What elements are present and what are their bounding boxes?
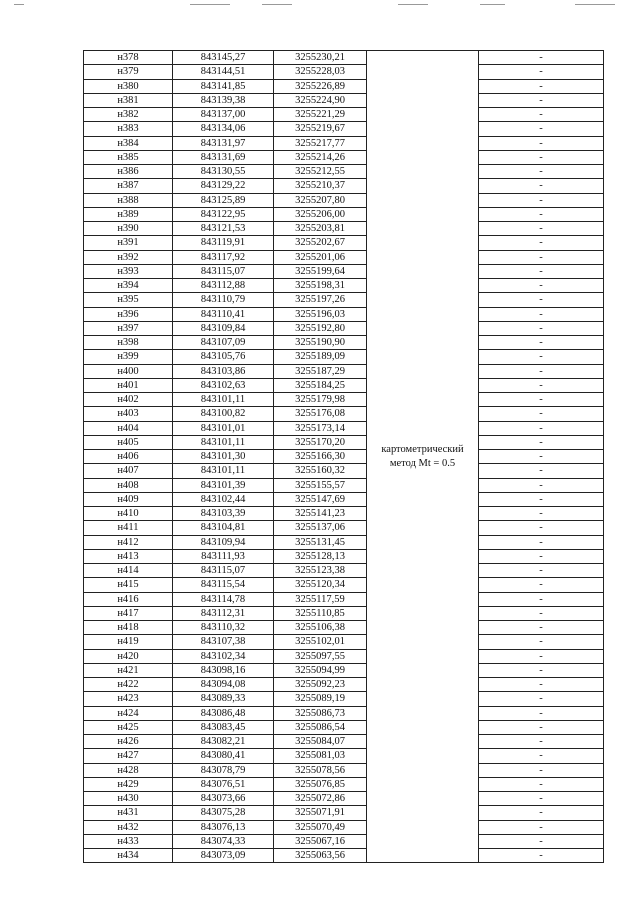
y-coordinate-cell: 3255221,29 <box>274 108 367 122</box>
x-coordinate-cell: 843112,31 <box>173 606 274 620</box>
point-id-cell: н409 <box>84 492 173 506</box>
table-row <box>84 606 604 620</box>
x-coordinate-cell: 843134,06 <box>173 122 274 136</box>
point-id-cell: н408 <box>84 478 173 492</box>
point-id-cell: н378 <box>84 51 173 65</box>
y-coordinate-cell: 3255210,37 <box>274 179 367 193</box>
y-coordinate-cell: 3255086,73 <box>274 706 367 720</box>
y-coordinate-cell: 3255131,45 <box>274 535 367 549</box>
y-coordinate-cell: 3255230,21 <box>274 51 367 65</box>
table-row <box>84 293 604 307</box>
x-coordinate-cell: 843119,91 <box>173 236 274 250</box>
x-coordinate-cell: 843073,66 <box>173 792 274 806</box>
point-id-cell: н431 <box>84 806 173 820</box>
table-row <box>84 350 604 364</box>
point-id-cell: н433 <box>84 834 173 848</box>
x-coordinate-cell: 843100,82 <box>173 407 274 421</box>
dash-cell: - <box>479 492 604 506</box>
x-coordinate-cell: 843131,97 <box>173 136 274 150</box>
point-id-cell: н389 <box>84 207 173 221</box>
coordinates-table-container <box>83 50 602 863</box>
dash-cell: - <box>479 207 604 221</box>
x-coordinate-cell: 843102,34 <box>173 649 274 663</box>
point-id-cell: н434 <box>84 849 173 863</box>
dash-cell: - <box>479 378 604 392</box>
y-coordinate-cell: 3255217,77 <box>274 136 367 150</box>
y-coordinate-cell: 3255179,98 <box>274 393 367 407</box>
x-coordinate-cell: 843145,27 <box>173 51 274 65</box>
y-coordinate-cell: 3255199,64 <box>274 264 367 278</box>
y-coordinate-cell: 3255206,00 <box>274 207 367 221</box>
dash-cell: - <box>479 663 604 677</box>
point-id-cell: н406 <box>84 450 173 464</box>
x-coordinate-cell: 843101,30 <box>173 450 274 464</box>
table-row <box>84 735 604 749</box>
point-id-cell: н394 <box>84 279 173 293</box>
y-coordinate-cell: 3255226,89 <box>274 79 367 93</box>
x-coordinate-cell: 843101,01 <box>173 421 274 435</box>
x-coordinate-cell: 843110,79 <box>173 293 274 307</box>
table-row <box>84 407 604 421</box>
table-row <box>84 378 604 392</box>
y-coordinate-cell: 3255094,99 <box>274 663 367 677</box>
point-id-cell: н387 <box>84 179 173 193</box>
y-coordinate-cell: 3255214,26 <box>274 150 367 164</box>
point-id-cell: н415 <box>84 578 173 592</box>
x-coordinate-cell: 843089,33 <box>173 692 274 706</box>
table-row <box>84 279 604 293</box>
y-coordinate-cell: 3255166,30 <box>274 450 367 464</box>
point-id-cell: н420 <box>84 649 173 663</box>
table-row <box>84 834 604 848</box>
y-coordinate-cell: 3255084,07 <box>274 735 367 749</box>
x-coordinate-cell: 843082,21 <box>173 735 274 749</box>
point-id-cell: н407 <box>84 464 173 478</box>
table-row <box>84 649 604 663</box>
x-coordinate-cell: 843110,41 <box>173 307 274 321</box>
y-coordinate-cell: 3255063,56 <box>274 849 367 863</box>
table-row <box>84 507 604 521</box>
y-coordinate-cell: 3255184,25 <box>274 378 367 392</box>
y-coordinate-cell: 3255212,55 <box>274 165 367 179</box>
y-coordinate-cell: 3255224,90 <box>274 93 367 107</box>
table-row <box>84 122 604 136</box>
x-coordinate-cell: 843114,78 <box>173 592 274 606</box>
dash-cell: - <box>479 435 604 449</box>
point-id-cell: н405 <box>84 435 173 449</box>
x-coordinate-cell: 843137,00 <box>173 108 274 122</box>
dash-cell: - <box>479 136 604 150</box>
point-id-cell: н426 <box>84 735 173 749</box>
point-id-cell: н402 <box>84 393 173 407</box>
point-id-cell: н393 <box>84 264 173 278</box>
dash-cell: - <box>479 65 604 79</box>
point-id-cell: н416 <box>84 592 173 606</box>
table-row <box>84 749 604 763</box>
y-coordinate-cell: 3255198,31 <box>274 279 367 293</box>
dash-cell: - <box>479 521 604 535</box>
x-coordinate-cell: 843101,11 <box>173 464 274 478</box>
method-line-1: картометрический <box>381 443 464 455</box>
point-id-cell: н401 <box>84 378 173 392</box>
x-coordinate-cell: 843115,54 <box>173 578 274 592</box>
y-coordinate-cell: 3255092,23 <box>274 678 367 692</box>
table-row <box>84 564 604 578</box>
dash-cell: - <box>479 236 604 250</box>
y-coordinate-cell: 3255128,13 <box>274 549 367 563</box>
dash-cell: - <box>479 122 604 136</box>
table-row <box>84 193 604 207</box>
dash-cell: - <box>479 649 604 663</box>
table-row <box>84 207 604 221</box>
point-id-cell: н413 <box>84 549 173 563</box>
coordinates-table <box>83 50 604 863</box>
point-id-cell: н399 <box>84 350 173 364</box>
dash-cell: - <box>479 706 604 720</box>
dash-cell: - <box>479 421 604 435</box>
x-coordinate-cell: 843115,07 <box>173 264 274 278</box>
dash-cell: - <box>479 507 604 521</box>
y-coordinate-cell: 3255071,91 <box>274 806 367 820</box>
table-row <box>84 792 604 806</box>
table-row <box>84 65 604 79</box>
dash-cell: - <box>479 350 604 364</box>
x-coordinate-cell: 843083,45 <box>173 720 274 734</box>
y-coordinate-cell: 3255072,86 <box>274 792 367 806</box>
point-id-cell: н404 <box>84 421 173 435</box>
x-coordinate-cell: 843086,48 <box>173 706 274 720</box>
dash-cell: - <box>479 179 604 193</box>
table-row <box>84 150 604 164</box>
y-coordinate-cell: 3255187,29 <box>274 364 367 378</box>
point-id-cell: н427 <box>84 749 173 763</box>
x-coordinate-cell: 843109,84 <box>173 321 274 335</box>
coordinates-table-body <box>84 51 604 863</box>
table-row <box>84 236 604 250</box>
dash-cell: - <box>479 264 604 278</box>
y-coordinate-cell: 3255078,56 <box>274 763 367 777</box>
x-coordinate-cell: 843101,11 <box>173 393 274 407</box>
dash-cell: - <box>479 535 604 549</box>
dash-cell: - <box>479 678 604 692</box>
table-row <box>84 222 604 236</box>
y-coordinate-cell: 3255123,38 <box>274 564 367 578</box>
table-row <box>84 435 604 449</box>
table-row <box>84 79 604 93</box>
point-id-cell: н382 <box>84 108 173 122</box>
x-coordinate-cell: 843109,94 <box>173 535 274 549</box>
point-id-cell: н395 <box>84 293 173 307</box>
x-coordinate-cell: 843102,63 <box>173 378 274 392</box>
y-coordinate-cell: 3255120,34 <box>274 578 367 592</box>
point-id-cell: н419 <box>84 635 173 649</box>
y-coordinate-cell: 3255137,06 <box>274 521 367 535</box>
y-coordinate-cell: 3255202,67 <box>274 236 367 250</box>
y-coordinate-cell: 3255197,26 <box>274 293 367 307</box>
table-row <box>84 421 604 435</box>
point-id-cell: н396 <box>84 307 173 321</box>
dash-cell: - <box>479 777 604 791</box>
x-coordinate-cell: 843103,39 <box>173 507 274 521</box>
point-id-cell: н418 <box>84 621 173 635</box>
dash-cell: - <box>479 51 604 65</box>
point-id-cell: н381 <box>84 93 173 107</box>
point-id-cell: н386 <box>84 165 173 179</box>
table-row <box>84 165 604 179</box>
x-coordinate-cell: 843121,53 <box>173 222 274 236</box>
table-row <box>84 393 604 407</box>
dash-cell: - <box>479 321 604 335</box>
y-coordinate-cell: 3255070,49 <box>274 820 367 834</box>
table-row <box>84 535 604 549</box>
point-id-cell: н385 <box>84 150 173 164</box>
table-row <box>84 478 604 492</box>
x-coordinate-cell: 843105,76 <box>173 350 274 364</box>
point-id-cell: н398 <box>84 336 173 350</box>
dash-cell: - <box>479 93 604 107</box>
table-row <box>84 720 604 734</box>
dash-cell: - <box>479 806 604 820</box>
x-coordinate-cell: 843130,55 <box>173 165 274 179</box>
x-coordinate-cell: 843076,51 <box>173 777 274 791</box>
x-coordinate-cell: 843075,28 <box>173 806 274 820</box>
dash-cell: - <box>479 193 604 207</box>
y-coordinate-cell: 3255089,19 <box>274 692 367 706</box>
x-coordinate-cell: 843094,08 <box>173 678 274 692</box>
point-id-cell: н414 <box>84 564 173 578</box>
y-coordinate-cell: 3255147,69 <box>274 492 367 506</box>
dash-cell: - <box>479 549 604 563</box>
y-coordinate-cell: 3255207,80 <box>274 193 367 207</box>
dash-cell: - <box>479 307 604 321</box>
table-row <box>84 663 604 677</box>
y-coordinate-cell: 3255190,90 <box>274 336 367 350</box>
table-row <box>84 678 604 692</box>
x-coordinate-cell: 843139,38 <box>173 93 274 107</box>
x-coordinate-cell: 843110,32 <box>173 621 274 635</box>
x-coordinate-cell: 843129,22 <box>173 179 274 193</box>
dash-cell: - <box>479 364 604 378</box>
y-coordinate-cell: 3255203,81 <box>274 222 367 236</box>
table-row <box>84 364 604 378</box>
point-id-cell: н379 <box>84 65 173 79</box>
y-coordinate-cell: 3255192,80 <box>274 321 367 335</box>
dash-cell: - <box>479 150 604 164</box>
dash-cell: - <box>479 621 604 635</box>
table-row <box>84 592 604 606</box>
point-id-cell: н397 <box>84 321 173 335</box>
dash-cell: - <box>479 635 604 649</box>
dash-cell: - <box>479 792 604 806</box>
y-coordinate-cell: 3255081,03 <box>274 749 367 763</box>
dash-cell: - <box>479 692 604 706</box>
table-row <box>84 336 604 350</box>
point-id-cell: н390 <box>84 222 173 236</box>
table-row <box>84 706 604 720</box>
method-cell <box>367 51 479 863</box>
dash-cell: - <box>479 393 604 407</box>
table-row <box>84 264 604 278</box>
x-coordinate-cell: 843115,07 <box>173 564 274 578</box>
table-row <box>84 635 604 649</box>
x-coordinate-cell: 843080,41 <box>173 749 274 763</box>
y-coordinate-cell: 3255117,59 <box>274 592 367 606</box>
x-coordinate-cell: 843107,38 <box>173 635 274 649</box>
dash-cell: - <box>479 763 604 777</box>
point-id-cell: н430 <box>84 792 173 806</box>
table-row <box>84 307 604 321</box>
point-id-cell: н403 <box>84 407 173 421</box>
point-id-cell: н383 <box>84 122 173 136</box>
x-coordinate-cell: 843112,88 <box>173 279 274 293</box>
x-coordinate-cell: 843117,92 <box>173 250 274 264</box>
point-id-cell: н384 <box>84 136 173 150</box>
point-id-cell: н412 <box>84 535 173 549</box>
point-id-cell: н422 <box>84 678 173 692</box>
table-row <box>84 108 604 122</box>
dash-cell: - <box>479 720 604 734</box>
scan-artifacts <box>0 4 640 10</box>
x-coordinate-cell: 843076,13 <box>173 820 274 834</box>
table-row <box>84 777 604 791</box>
table-row <box>84 93 604 107</box>
x-coordinate-cell: 843103,86 <box>173 364 274 378</box>
table-row <box>84 464 604 478</box>
x-coordinate-cell: 843104,81 <box>173 521 274 535</box>
table-row <box>84 692 604 706</box>
y-coordinate-cell: 3255176,08 <box>274 407 367 421</box>
dash-cell: - <box>479 849 604 863</box>
y-coordinate-cell: 3255076,85 <box>274 777 367 791</box>
x-coordinate-cell: 843131,69 <box>173 150 274 164</box>
y-coordinate-cell: 3255201,06 <box>274 250 367 264</box>
y-coordinate-cell: 3255170,20 <box>274 435 367 449</box>
table-row <box>84 179 604 193</box>
table-row <box>84 549 604 563</box>
dash-cell: - <box>479 564 604 578</box>
point-id-cell: н411 <box>84 521 173 535</box>
dash-cell: - <box>479 464 604 478</box>
x-coordinate-cell: 843098,16 <box>173 663 274 677</box>
table-row <box>84 450 604 464</box>
point-id-cell: н424 <box>84 706 173 720</box>
dash-cell: - <box>479 79 604 93</box>
y-coordinate-cell: 3255189,09 <box>274 350 367 364</box>
dash-cell: - <box>479 478 604 492</box>
y-coordinate-cell: 3255196,03 <box>274 307 367 321</box>
x-coordinate-cell: 843107,09 <box>173 336 274 350</box>
dash-cell: - <box>479 165 604 179</box>
x-coordinate-cell: 843101,39 <box>173 478 274 492</box>
table-row <box>84 820 604 834</box>
y-coordinate-cell: 3255086,54 <box>274 720 367 734</box>
table-row <box>84 250 604 264</box>
y-coordinate-cell: 3255160,32 <box>274 464 367 478</box>
y-coordinate-cell: 3255219,67 <box>274 122 367 136</box>
x-coordinate-cell: 843102,44 <box>173 492 274 506</box>
x-coordinate-cell: 843125,89 <box>173 193 274 207</box>
point-id-cell: н388 <box>84 193 173 207</box>
table-row <box>84 578 604 592</box>
point-id-cell: н380 <box>84 79 173 93</box>
y-coordinate-cell: 3255106,38 <box>274 621 367 635</box>
point-id-cell: н423 <box>84 692 173 706</box>
table-row <box>84 621 604 635</box>
y-coordinate-cell: 3255102,01 <box>274 635 367 649</box>
dash-cell: - <box>479 222 604 236</box>
dash-cell: - <box>479 592 604 606</box>
point-id-cell: н428 <box>84 763 173 777</box>
table-row <box>84 806 604 820</box>
dash-cell: - <box>479 606 604 620</box>
point-id-cell: н410 <box>84 507 173 521</box>
x-coordinate-cell: 843101,11 <box>173 435 274 449</box>
y-coordinate-cell: 3255067,16 <box>274 834 367 848</box>
point-id-cell: н425 <box>84 720 173 734</box>
table-row <box>84 763 604 777</box>
y-coordinate-cell: 3255228,03 <box>274 65 367 79</box>
point-id-cell: н429 <box>84 777 173 791</box>
dash-cell: - <box>479 250 604 264</box>
x-coordinate-cell: 843078,79 <box>173 763 274 777</box>
point-id-cell: н391 <box>84 236 173 250</box>
x-coordinate-cell: 843144,51 <box>173 65 274 79</box>
dash-cell: - <box>479 293 604 307</box>
y-coordinate-cell: 3255173,14 <box>274 421 367 435</box>
table-row <box>84 849 604 863</box>
dash-cell: - <box>479 749 604 763</box>
point-id-cell: н400 <box>84 364 173 378</box>
table-row <box>84 521 604 535</box>
dash-cell: - <box>479 450 604 464</box>
method-line-2: метод Mt = 0.5 <box>389 457 456 469</box>
point-id-cell: н432 <box>84 820 173 834</box>
point-id-cell: н392 <box>84 250 173 264</box>
dash-cell: - <box>479 108 604 122</box>
dash-cell: - <box>479 834 604 848</box>
x-coordinate-cell: 843073,09 <box>173 849 274 863</box>
dash-cell: - <box>479 578 604 592</box>
point-id-cell: н417 <box>84 606 173 620</box>
point-id-cell: н421 <box>84 663 173 677</box>
x-coordinate-cell: 843141,85 <box>173 79 274 93</box>
table-row <box>84 321 604 335</box>
table-row <box>84 136 604 150</box>
x-coordinate-cell: 843111,93 <box>173 549 274 563</box>
x-coordinate-cell: 843074,33 <box>173 834 274 848</box>
dash-cell: - <box>479 735 604 749</box>
y-coordinate-cell: 3255155,57 <box>274 478 367 492</box>
dash-cell: - <box>479 820 604 834</box>
y-coordinate-cell: 3255097,55 <box>274 649 367 663</box>
x-coordinate-cell: 843122,95 <box>173 207 274 221</box>
y-coordinate-cell: 3255141,23 <box>274 507 367 521</box>
table-row <box>84 51 604 65</box>
y-coordinate-cell: 3255110,85 <box>274 606 367 620</box>
dash-cell: - <box>479 336 604 350</box>
table-row <box>84 492 604 506</box>
dash-cell: - <box>479 407 604 421</box>
dash-cell: - <box>479 279 604 293</box>
